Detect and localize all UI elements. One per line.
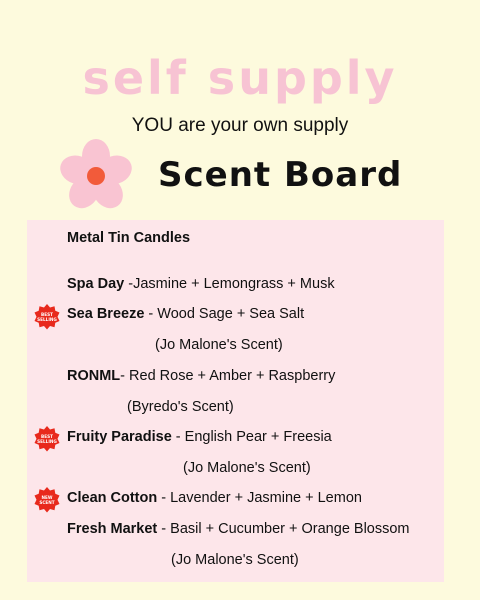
scent-notes: - Lavender + Jasmine + Lemon — [157, 490, 362, 506]
scent-name: Clean Cotton — [67, 490, 158, 506]
scent-notes: - Wood Sage + Sea Salt — [144, 306, 305, 322]
scent-name: Sea Breeze — [67, 306, 145, 322]
list-item — [67, 368, 335, 384]
scent-name: Spa Day — [67, 276, 125, 292]
list-item — [67, 490, 362, 506]
list-item — [67, 276, 335, 292]
flower-icon — [58, 138, 134, 214]
scent-subnote: (Jo Malone's Scent) — [171, 552, 299, 568]
scent-notes: - Basil + Cucumber + Orange Blossom — [157, 521, 410, 537]
best-selling-badge: BEST SELLING — [34, 426, 60, 452]
scent-subnote: (Jo Malone's Scent) — [183, 460, 311, 476]
list-item — [67, 429, 332, 445]
scent-name: Fruity Paradise — [67, 429, 172, 445]
scent-name: Fresh Market — [67, 521, 158, 537]
brand-title: self supply — [82, 51, 398, 105]
list-item — [67, 521, 410, 537]
scent-notes: - English Pear + Freesia — [171, 429, 332, 445]
section-title: Metal Tin Candles — [67, 230, 191, 246]
page-title: Scent Board — [158, 155, 403, 195]
scent-subnote: (Jo Malone's Scent) — [155, 337, 283, 353]
best-selling-badge: BEST SELLING — [34, 304, 60, 330]
scent-subnote: (Byredo's Scent) — [127, 399, 234, 415]
new-scent-badge: NEW SCENT — [34, 487, 60, 513]
list-item — [67, 306, 304, 322]
scent-notes: -Jasmine + Lemongrass + Musk — [124, 276, 335, 292]
scent-notes: - Red Rose + Amber + Raspberry — [120, 368, 336, 384]
tagline: YOU are your own supply — [131, 115, 349, 136]
scent-name: RONML — [67, 368, 121, 384]
